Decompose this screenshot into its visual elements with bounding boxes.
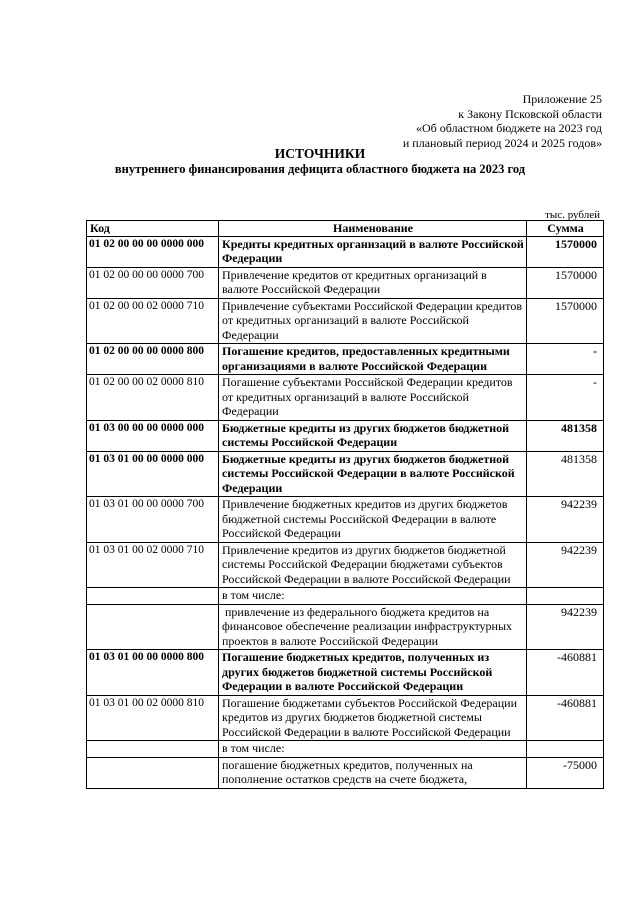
- appendix-block: [403, 92, 602, 150]
- row-sum: 1570000: [527, 298, 604, 344]
- row-code: [87, 741, 219, 758]
- row-code: 01 02 00 00 02 0000 810: [87, 375, 219, 421]
- header-sum: Сумма: [527, 221, 604, 237]
- row-sum: 942239: [527, 497, 604, 543]
- row-code: 01 02 00 00 00 0000 000: [87, 236, 219, 267]
- document-subtitle: внутреннего финансирования дефицита областного бюджета на 2023 год: [114, 162, 526, 176]
- row-name: в том числе:: [219, 588, 527, 605]
- row-sum: -460881: [527, 650, 604, 696]
- units-label: тыс. рублей: [545, 209, 600, 221]
- row-code: 01 03 00 00 00 0000 000: [87, 420, 219, 451]
- row-name: Привлечение субъектами Российской Федерации кредитов от кредитных организаций в валюте Российской Федерации: [219, 298, 527, 344]
- row-name: Погашение субъектами Российской Федерации кредитов от кредитных организаций в валюте Российской Федерации: [219, 375, 527, 421]
- row-sum: 1570000: [527, 267, 604, 298]
- row-sum: 942239: [527, 542, 604, 588]
- row-sum: 481358: [527, 451, 604, 497]
- table-header-row: [87, 221, 604, 237]
- row-name: Бюджетные кредиты из других бюджетов бюджетной системы Российской Федерации в валюте Российской Федерации: [219, 451, 527, 497]
- document-title: ИСТОЧНИКИ: [274, 146, 366, 161]
- row-code: 01 03 01 00 02 0000 710: [87, 542, 219, 588]
- table-row: [87, 588, 604, 605]
- header-code: Код: [87, 221, 219, 237]
- table-row: [87, 497, 604, 543]
- table-row: [87, 604, 604, 650]
- appendix-line: к Закону Псковской области: [458, 106, 602, 121]
- appendix-line: «Об областном бюджете на 2023 год: [416, 121, 602, 135]
- row-sum: -75000: [527, 757, 604, 788]
- appendix-line: Приложение 25: [522, 92, 602, 106]
- row-name: погашение бюджетных кредитов, полученных на пополнение остатков средств на счете бюджета,: [219, 757, 527, 788]
- appendix-line: и плановый период 2024 и 2025 годов»: [402, 135, 602, 150]
- table-row: [87, 741, 604, 758]
- row-sum: 942239: [527, 604, 604, 650]
- row-code: [87, 604, 219, 650]
- table-row: [87, 757, 604, 788]
- table-row: [87, 236, 604, 267]
- table-row: [87, 542, 604, 588]
- row-code: 01 03 01 00 00 0000 800: [87, 650, 219, 696]
- table-row: [87, 420, 604, 451]
- table-row: [87, 375, 604, 421]
- row-name: в том числе:: [219, 741, 527, 758]
- row-name: привлечение из федерального бюджета кредитов на финансовое обеспечение реализации инфраструктурных проектов в валюте Российской Федерации: [219, 604, 527, 650]
- row-code: 01 02 00 00 00 0000 800: [87, 344, 219, 375]
- row-name: Кредиты кредитных организаций в валюте Российской Федерации: [219, 236, 527, 267]
- table-row: [87, 451, 604, 497]
- row-code: 01 03 01 00 02 0000 810: [87, 695, 219, 741]
- row-name: Погашение бюджетных кредитов, полученных из других бюджетов бюджетной системы Российской Федерации в валюте Российской Федерации: [219, 650, 527, 696]
- table-row: [87, 267, 604, 298]
- row-sum: -460881: [527, 695, 604, 741]
- header-name: Наименование: [219, 221, 527, 237]
- row-sum: [527, 588, 604, 605]
- table-row: [87, 344, 604, 375]
- row-name: Бюджетные кредиты из других бюджетов бюджетной системы Российской Федерации: [219, 420, 527, 451]
- table-row: [87, 650, 604, 696]
- row-code: 01 03 01 00 00 0000 700: [87, 497, 219, 543]
- row-name: Привлечение кредитов от кредитных организаций в валюте Российской Федерации: [219, 267, 527, 298]
- row-code: 01 02 00 00 02 0000 710: [87, 298, 219, 344]
- row-sum: -: [527, 344, 604, 375]
- row-code: [87, 588, 219, 605]
- row-code: [87, 757, 219, 788]
- row-code: 01 02 00 00 00 0000 700: [87, 267, 219, 298]
- row-sum: 1570000: [527, 236, 604, 267]
- financing-sources-table: [86, 220, 604, 789]
- row-sum: [527, 741, 604, 758]
- row-name: Привлечение бюджетных кредитов из других бюджетов бюджетной системы Российской Федерации в валюте Российской Федерации: [219, 497, 527, 543]
- row-name: Привлечение кредитов из других бюджетов бюджетной системы Российской Федерации бюджетами субъектов Российской Федерации в валюте Российской Федерации: [219, 542, 527, 588]
- table-row: [87, 695, 604, 741]
- row-sum: 481358: [527, 420, 604, 451]
- row-name: Погашение бюджетами субъектов Российской Федерации кредитов из других бюджетов бюджетной системы Российской Федерации в валюте Российской Федерации: [219, 695, 527, 741]
- row-code: 01 03 01 00 00 0000 000: [87, 451, 219, 497]
- row-sum: -: [527, 375, 604, 421]
- row-name: Погашение кредитов, предоставленных кредитными организациями в валюте Российской Федерации: [219, 344, 527, 375]
- table-row: [87, 298, 604, 344]
